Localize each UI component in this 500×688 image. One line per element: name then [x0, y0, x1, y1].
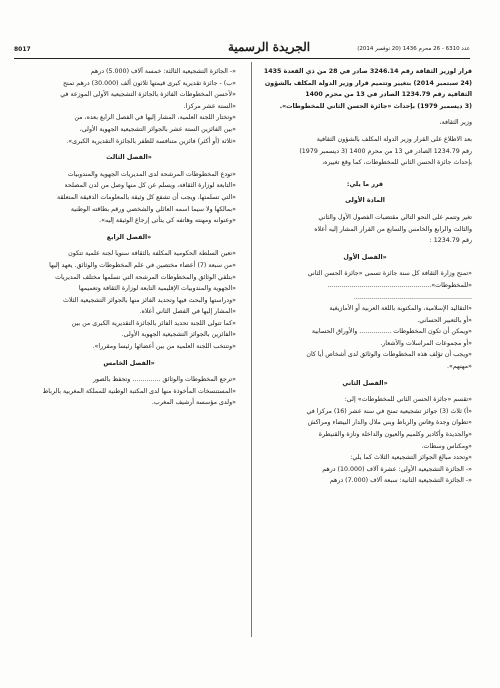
- chapter-four-line: «كما تتولى اللجنة تحديد الفائز بالجائزة التقديرية الكبرى من بين: [71, 319, 236, 327]
- chapter-five-line: «المستنسخات المأخوذة منها لدى المكتبة الوطنية للمملكة المغربية بالرباط: [42, 387, 236, 395]
- prize-line: «ثلاثة (أو أكثر) فائزين متنافسة للظفر بالجائزة التقديرية الكبرى».: [66, 137, 236, 145]
- chapter-three-line: «التي تسلمتها. ويجب أن تشفع كل وثيقة بالمعلومات الدقيقة المتعلقة: [56, 193, 236, 201]
- chapter-one-heading: «الفصل الأول: [343, 253, 387, 261]
- page-header: [14, 40, 470, 60]
- chapter-four-line: «الفائزين بالجوائز التشجيعية الجهوية الأولى.: [121, 331, 236, 339]
- article-one-line: رقم 1234.79 :: [429, 237, 472, 245]
- prize-line: «وتختار اللجنة العلمية، المشار إليها في الفصل الرابع بعده، من: [74, 114, 236, 122]
- chapter-two-line: «تقسم «جائزة الحسن الثاني للمخطوطات» إلى:: [344, 396, 472, 404]
- chapter-one-line: «مهنهم».: [447, 363, 472, 371]
- chapter-two-heading: «الفصل الثاني: [342, 379, 388, 387]
- chapter-four-line: «وتنتخب اللجنة العلمية من بين أعضائها رئيسا ومقررا».: [92, 343, 236, 351]
- chapter-two-line: «وتحدد مبالغ الجوائز التشجيعية الثلاث كما يلي:: [350, 454, 472, 462]
- chapter-one-line: «أو بالتعبير الحساني.: [417, 316, 472, 324]
- chapter-four-line: «من سبعة (7) أعضاء مختصين في علم المخطوطات والوثائق. يعهد إليها: [49, 261, 236, 269]
- preamble-line: رقم 1234.79 الصادر في 13 من محرم 1400 (3 ديسمبر 1979): [299, 147, 472, 155]
- decides-heading: قرر ما يلي:: [346, 180, 384, 188]
- chapter-two-line: «أ) ثلاث (3) جوائز تشجيعية تمنح في سنة عشر (16) مركزا في: [306, 407, 472, 415]
- article-one-heading: المادة الأولى: [345, 197, 385, 205]
- chapter-one-line: «أو مجموعات المراسلات والأشعار.: [380, 339, 472, 347]
- chapter-two-line: «والجديدة وأكادير وكلميم والعيون والداخلة وتازة والقنيطرة: [318, 431, 472, 439]
- chapter-five-line: «ترجع المخطوطات والوثائق .............. وتحفظ بالصور: [92, 376, 236, 384]
- header-rule: [14, 58, 470, 59]
- chapter-three-line: «التابعة لوزارة الثقافة، ويسلم عن كل منها وصل من لدن المصلحة: [64, 182, 236, 190]
- chapter-four-line: «بتلقي الوثائق والمخطوطات المرشحة التي تسلمها مختلف المديريات: [55, 273, 236, 281]
- chapter-four-line: «تعين السلطة الحكومية المكلفة بالثقافة سنويا لجنة علمية تتكون: [68, 250, 236, 258]
- chapter-four-line: «المشار إليها في الفصل الثاني أعلاه.: [139, 308, 236, 316]
- chapter-one-line: «تمنح وزارة الثقافة كل سنة جائزة تسمى «جائزة الحسن الثاني: [307, 270, 472, 278]
- left-column: [22, 66, 236, 409]
- prize-line: «ب) - جائزة تقديرية كبرى قيمتها ثلاثون ألف (30.000) درهم تمنح: [62, 79, 236, 87]
- chapter-two-line: «- الجائزة التشجيعية الأولى: عشرة آلاف (10.000) درهم: [322, 465, 472, 473]
- decree-title-line: (3 ديسمبر 1979) بإحداث «جائزة الحسن الثاني للمخطوطات».: [279, 102, 472, 110]
- chapter-five-line: «ولدى مؤسسة أرشيف المغرب.: [151, 399, 236, 407]
- decree-title-line: (24 سبتمبر 2014) بتغيير وتتميم قرار وزير الدولة المكلف بالشؤون: [264, 79, 472, 87]
- chapter-three-line: «تودع المخطوطات المرشحة لدى المديريات الجهوية والمندوبيات: [67, 170, 236, 178]
- journal-title: الجريدة الرسمية: [227, 40, 311, 54]
- prize-line: «الستة عشر مركزا.: [183, 102, 236, 110]
- chapter-three-heading: «الفصل الثالث: [106, 154, 152, 162]
- chapter-one-line: «ويجب أن تؤلف هذه المخطوطات والوثائق لدى أشخاص أيا كان: [306, 351, 472, 359]
- chapter-two-line: «- الجائزة التشجيعية الثانية: سبعة آلاف (7.000) درهم: [329, 477, 472, 485]
- right-column: [258, 66, 472, 487]
- chapter-one-line: «ويمكن أن تكون المخطوطات ................ والأوراق الحسابية: [311, 328, 472, 336]
- chapter-three-line: «بمالكها ولا سيما اسمه العائلي والشخصي ورقم بطاقته الوطنية: [70, 205, 236, 213]
- article-one-line: والثالث والرابع والخامس والسابع من القرار المشار إليه أعلاه: [314, 225, 472, 233]
- chapter-one-line: ...........................................................: [353, 293, 472, 301]
- decree-title-line: قرار لوزير الثقافة رقم 3246.14 صادر في 28 من ذي القعدة 1435: [263, 68, 472, 75]
- chapter-two-line: «ومكناس وسطات.: [421, 442, 472, 450]
- decree-title-line: الثقافية رقم 1234.79 الصادر في 13 من محرم 1400: [305, 91, 472, 99]
- issue-line: عدد 6310 - 26 محرم 1436 (20 نوفمبر 2014): [357, 46, 470, 52]
- chapter-two-line: «تطوان وجدة وفاس والرباط وبني ملال والدار البيضاء ومراكش: [307, 419, 472, 427]
- prize-line: «بين الفائزين الستة عشر بالجوائز التشجيعية الجهوية الأولى،: [79, 125, 236, 133]
- prize-line: «لأحسن المخطوطات الفائزة بالجائزة التشجيعية الأولى الموزعة في: [60, 91, 236, 99]
- preamble-line: بعد الاطلاع على القرار وزير الدولة المكلف بالشؤون الثقافية: [316, 135, 472, 143]
- chapter-one-line: «للمخطوطات»....................................................: [327, 281, 472, 289]
- chapter-four-heading: «الفصل الرابع: [106, 233, 152, 241]
- decree-title: [258, 66, 472, 112]
- chapter-three-line: «وعنوانه ومهنته وهاتفه كي يتأتى إرجاع الوثيقة إليه».: [99, 217, 236, 225]
- chapter-one-line: «التقاليد الإسلامية، والمكتوبة باللغة العربية أو الأمازيغية: [329, 305, 472, 313]
- chapter-four-line: «الجهوية والمندوبيات الإقليمية التابعة لوزارة الثقافة وتعميمها: [78, 285, 236, 293]
- chapter-five-heading: «الفصل الخامس: [103, 359, 155, 367]
- chapter-four-line: «ودراستها والبحث فيها وتحديد الفائز منها بالجوائز التشجيعية الثلاث: [62, 296, 236, 304]
- prize-line: «- الجائزة التشجيعية الثالثة: خمسة آلاف (5.000) درهم: [90, 68, 236, 75]
- page-number: 8017: [14, 46, 31, 53]
- article-one-line: تغير وتتمم على النحو التالي مقتضيات الفصول الأول والثاني: [318, 213, 472, 221]
- preamble-line: بإحداث جائزة الحسن الثاني للمخطوطات، كما وقع تغييره،: [322, 159, 472, 167]
- minister-line: وزير الثقافة،: [439, 119, 472, 127]
- column-divider: [251, 62, 252, 637]
